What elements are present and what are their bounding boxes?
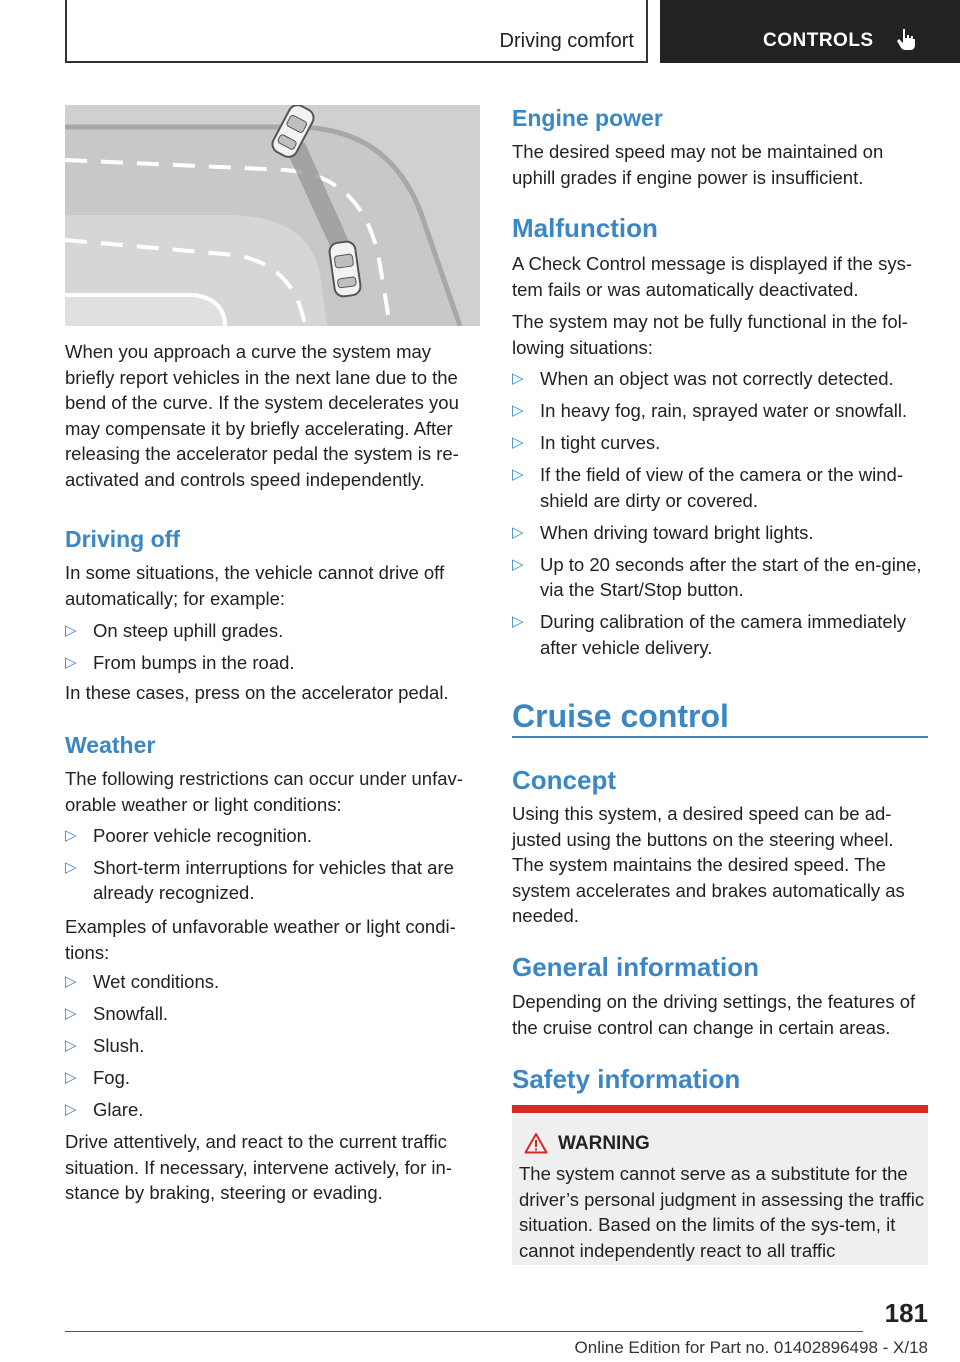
warning-title: WARNING [558,1133,650,1154]
list-item: ▷ Fog. [65,1065,480,1091]
list-item: ▷ Snowfall. [65,1001,480,1027]
general-information-heading: General information [512,952,760,982]
bullet-triangle-icon: ▷ [65,827,77,844]
header-chapter-tab [660,0,960,63]
list-item: ▷ In heavy fog, rain, sprayed water or snowfall. [512,398,928,424]
road-curve-graphic [65,105,480,326]
general-information-text: Depending on the driving settings, the features of the cruise control can change in certain areas. [512,991,916,1038]
bullet-triangle-icon: ▷ [65,653,77,671]
bullet-triangle-icon: ▷ [512,370,524,387]
hand-pointer-icon [894,26,920,52]
bullet-triangle-icon: ▷ [512,434,524,451]
malfunction-heading: Malfunction [512,213,658,243]
list-item: ▷ From bumps in the road. [65,650,480,676]
bullet-triangle-icon: ▷ [512,402,524,419]
driving-off-list [65,618,480,675]
list-item: ▷ During calibration of the camera immediately after vehicle delivery. [512,611,907,658]
list-item: ▷ Slush. [65,1033,480,1059]
list-item: ▷ When driving toward bright lights. [512,520,928,546]
list-item: ▷ Short-term interruptions for vehicles that are already recognized. [65,856,454,903]
bullet-triangle-icon: ▷ [65,1005,77,1022]
header-section-title: Driving comfort [499,30,634,52]
footer-rule [65,1331,863,1332]
concept-text: Using this system, a desired speed can be ad-justed using the buttons on the steering wheel. The system maintains the desired speed. The system accelerates and brakes automatically as needed. [512,803,905,926]
engine-power-heading: Engine power [512,105,663,131]
weather-heading: Weather [65,732,156,758]
bullet-triangle-icon: ▷ [65,1037,77,1054]
engine-power-text: The desired speed may not be maintained on uphill grades if engine power is insufficient. [512,141,884,188]
curve-illustration [65,105,480,326]
driving-off-after: In these cases, press on the accelerator pedal. [65,682,449,703]
weather-examples-text: Examples of unfavorable weather or light condi-tions: [65,916,456,963]
list-item: ▷ If the field of view of the camera or the wind-shield are dirty or covered. [512,464,903,511]
list-item: ▷ Glare. [65,1097,480,1123]
warning-box [512,1105,928,1265]
malfunction-text-2: The system may not be fully functional in the fol-lowing situations: [512,311,908,358]
weather-after: Drive attentively, and react to the current traffic situation. If necessary, intervene actively, for in-stance by braking, steering or evading. [65,1131,452,1203]
page-number: 181 [884,1298,928,1328]
driving-off-text: In some situations, the vehicle cannot drive off automatically; for example: [65,562,445,609]
list-item: ▷ When an object was not correctly detected. [512,366,928,392]
section-rule [512,736,928,738]
bullet-triangle-icon: ▷ [65,858,77,876]
cruise-control-heading: Cruise control [512,698,729,734]
list-item: ▷ Wet conditions. [65,969,480,995]
bullet-triangle-icon: ▷ [65,1101,77,1118]
list-item: ▷ On steep uphill grades. [65,618,480,644]
concept-heading: Concept [512,765,616,795]
safety-information-heading: Safety information [512,1064,741,1094]
header-section-box [65,0,648,63]
bullet-triangle-icon: ▷ [65,1069,77,1086]
list-item: ▷ Poorer vehicle recognition. [65,823,480,849]
bullet-triangle-icon: ▷ [512,555,524,573]
bullet-triangle-icon: ▷ [65,973,77,990]
bullet-triangle-icon: ▷ [512,466,524,483]
driving-off-heading: Driving off [65,526,180,552]
warning-triangle-icon [524,1132,548,1154]
bullet-triangle-icon: ▷ [512,523,524,541]
malfunction-list [512,366,928,660]
warning-text: The system cannot serve as a substitute for the driver’s personal judgment in assessing the traffic situation. Based on the limits of the sys-tem, it cannot independently react to all traffic [519,1163,925,1261]
header-chapter-title: CONTROLS [763,30,874,51]
bullet-triangle-icon: ▷ [512,613,524,630]
intro-paragraph: When you approach a curve the system may briefly report vehicles in the next lane due to the bend of the curve. If the system decelerates you may compensate it by briefly accelerating. After releasing the accelerator pedal the system is re-activated and controls speed independently. [65,341,459,490]
list-item: ▷ In tight curves. [512,430,928,456]
warning-bar [512,1105,928,1113]
weather-list [65,823,480,906]
bullet-triangle-icon: ▷ [65,622,77,639]
footer-edition: Online Edition for Part no. 01402896498 - X/18 [574,1338,928,1357]
list-item: ▷ Up to 20 seconds after the start of the en-gine, via the Start/Stop button. [512,553,922,600]
weather-examples-list [65,969,480,1123]
malfunction-text-1: A Check Control message is displayed if the sys-tem fails or was automatically deactivated. [512,253,912,300]
weather-text: The following restrictions can occur under unfav-orable weather or light conditions: [65,768,463,815]
